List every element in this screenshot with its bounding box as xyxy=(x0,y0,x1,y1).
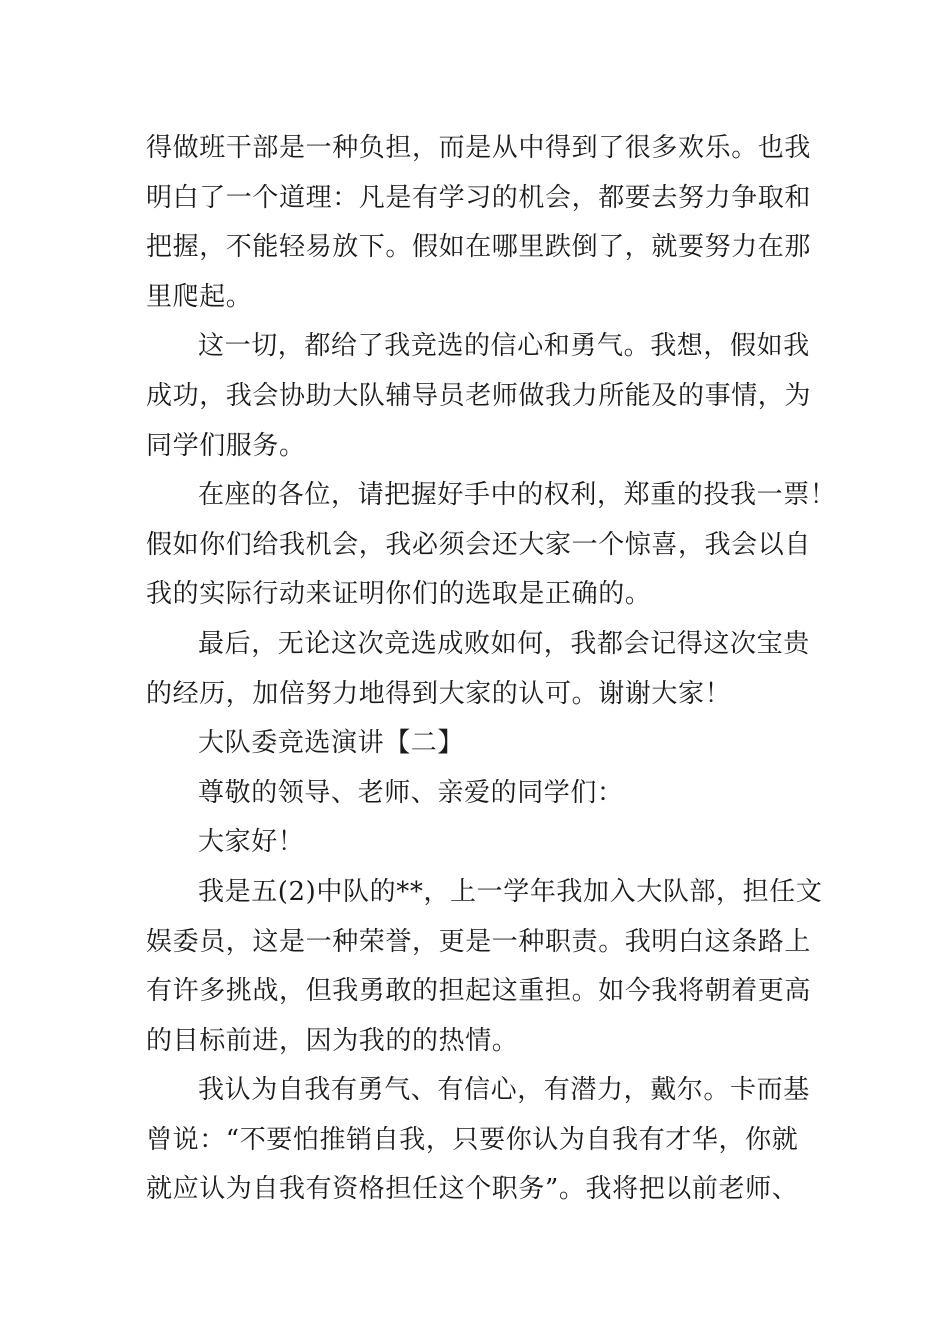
text-line: 有许多挑战，但我勇敢的担起这重担。如今我将朝着更高 xyxy=(146,976,812,1007)
text-line: 成功，我会协助大队辅导员老师做我力所能及的事情，为 xyxy=(146,380,812,411)
text-line: 明白了一个道理：凡是有学习的机会，都要去努力争取和 xyxy=(146,182,812,213)
text-line: 里爬起。 xyxy=(146,281,253,312)
document-body xyxy=(146,124,837,1215)
paragraph-first-line: 这一切，都给了我竞选的信心和勇气。我想，假如我 xyxy=(198,331,810,362)
paragraph-first-line: 我是五(2)中队的**，上一学年我加入大队部，担任文 xyxy=(198,876,823,907)
text-line: 假如你们给我机会，我必须会还大家一个惊喜，我会以自 xyxy=(146,529,812,560)
text-line: 就应认为自我有资格担任这个职务”。我将把以前老师、 xyxy=(146,1174,799,1205)
text-line: 娱委员，这是一种荣誉，更是一种职责。我明白这条路上 xyxy=(146,926,812,957)
text-line: 曾说：“不要怕推销自我，只要你认为自我有才华，你就 xyxy=(146,1124,799,1155)
paragraph-first-line: 我认为自我有勇气、有信心，有潜力，戴尔。卡而基 xyxy=(198,1075,810,1106)
text-line: 得做班干部是一种负担，而是从中得到了很多欢乐。也我 xyxy=(146,133,812,163)
text-line: 的经历，加倍努力地得到大家的认可。谢谢大家！ xyxy=(146,678,732,709)
text-line: 把握，不能轻易放下。假如在哪里跌倒了，就要努力在那 xyxy=(146,232,812,263)
text-line: 的目标前进，因为我的的热情。 xyxy=(146,1025,519,1056)
text-line: 我的实际行动来证明你们的选取是正确的。 xyxy=(146,579,652,610)
paragraph-first-line: 在座的各位，请把握好手中的权利，郑重的投我一票！ xyxy=(198,480,837,511)
greeting: 大家好！ xyxy=(198,827,305,858)
salutation: 尊敬的领导、老师、亲爱的同学们： xyxy=(198,777,624,808)
text-line: 同学们服务。 xyxy=(146,430,306,461)
paragraph-first-line: 最后，无论这次竞选成败如何，我都会记得这次宝贵 xyxy=(198,628,810,659)
section-heading: 大队委竞选演讲【二】 xyxy=(198,728,465,759)
